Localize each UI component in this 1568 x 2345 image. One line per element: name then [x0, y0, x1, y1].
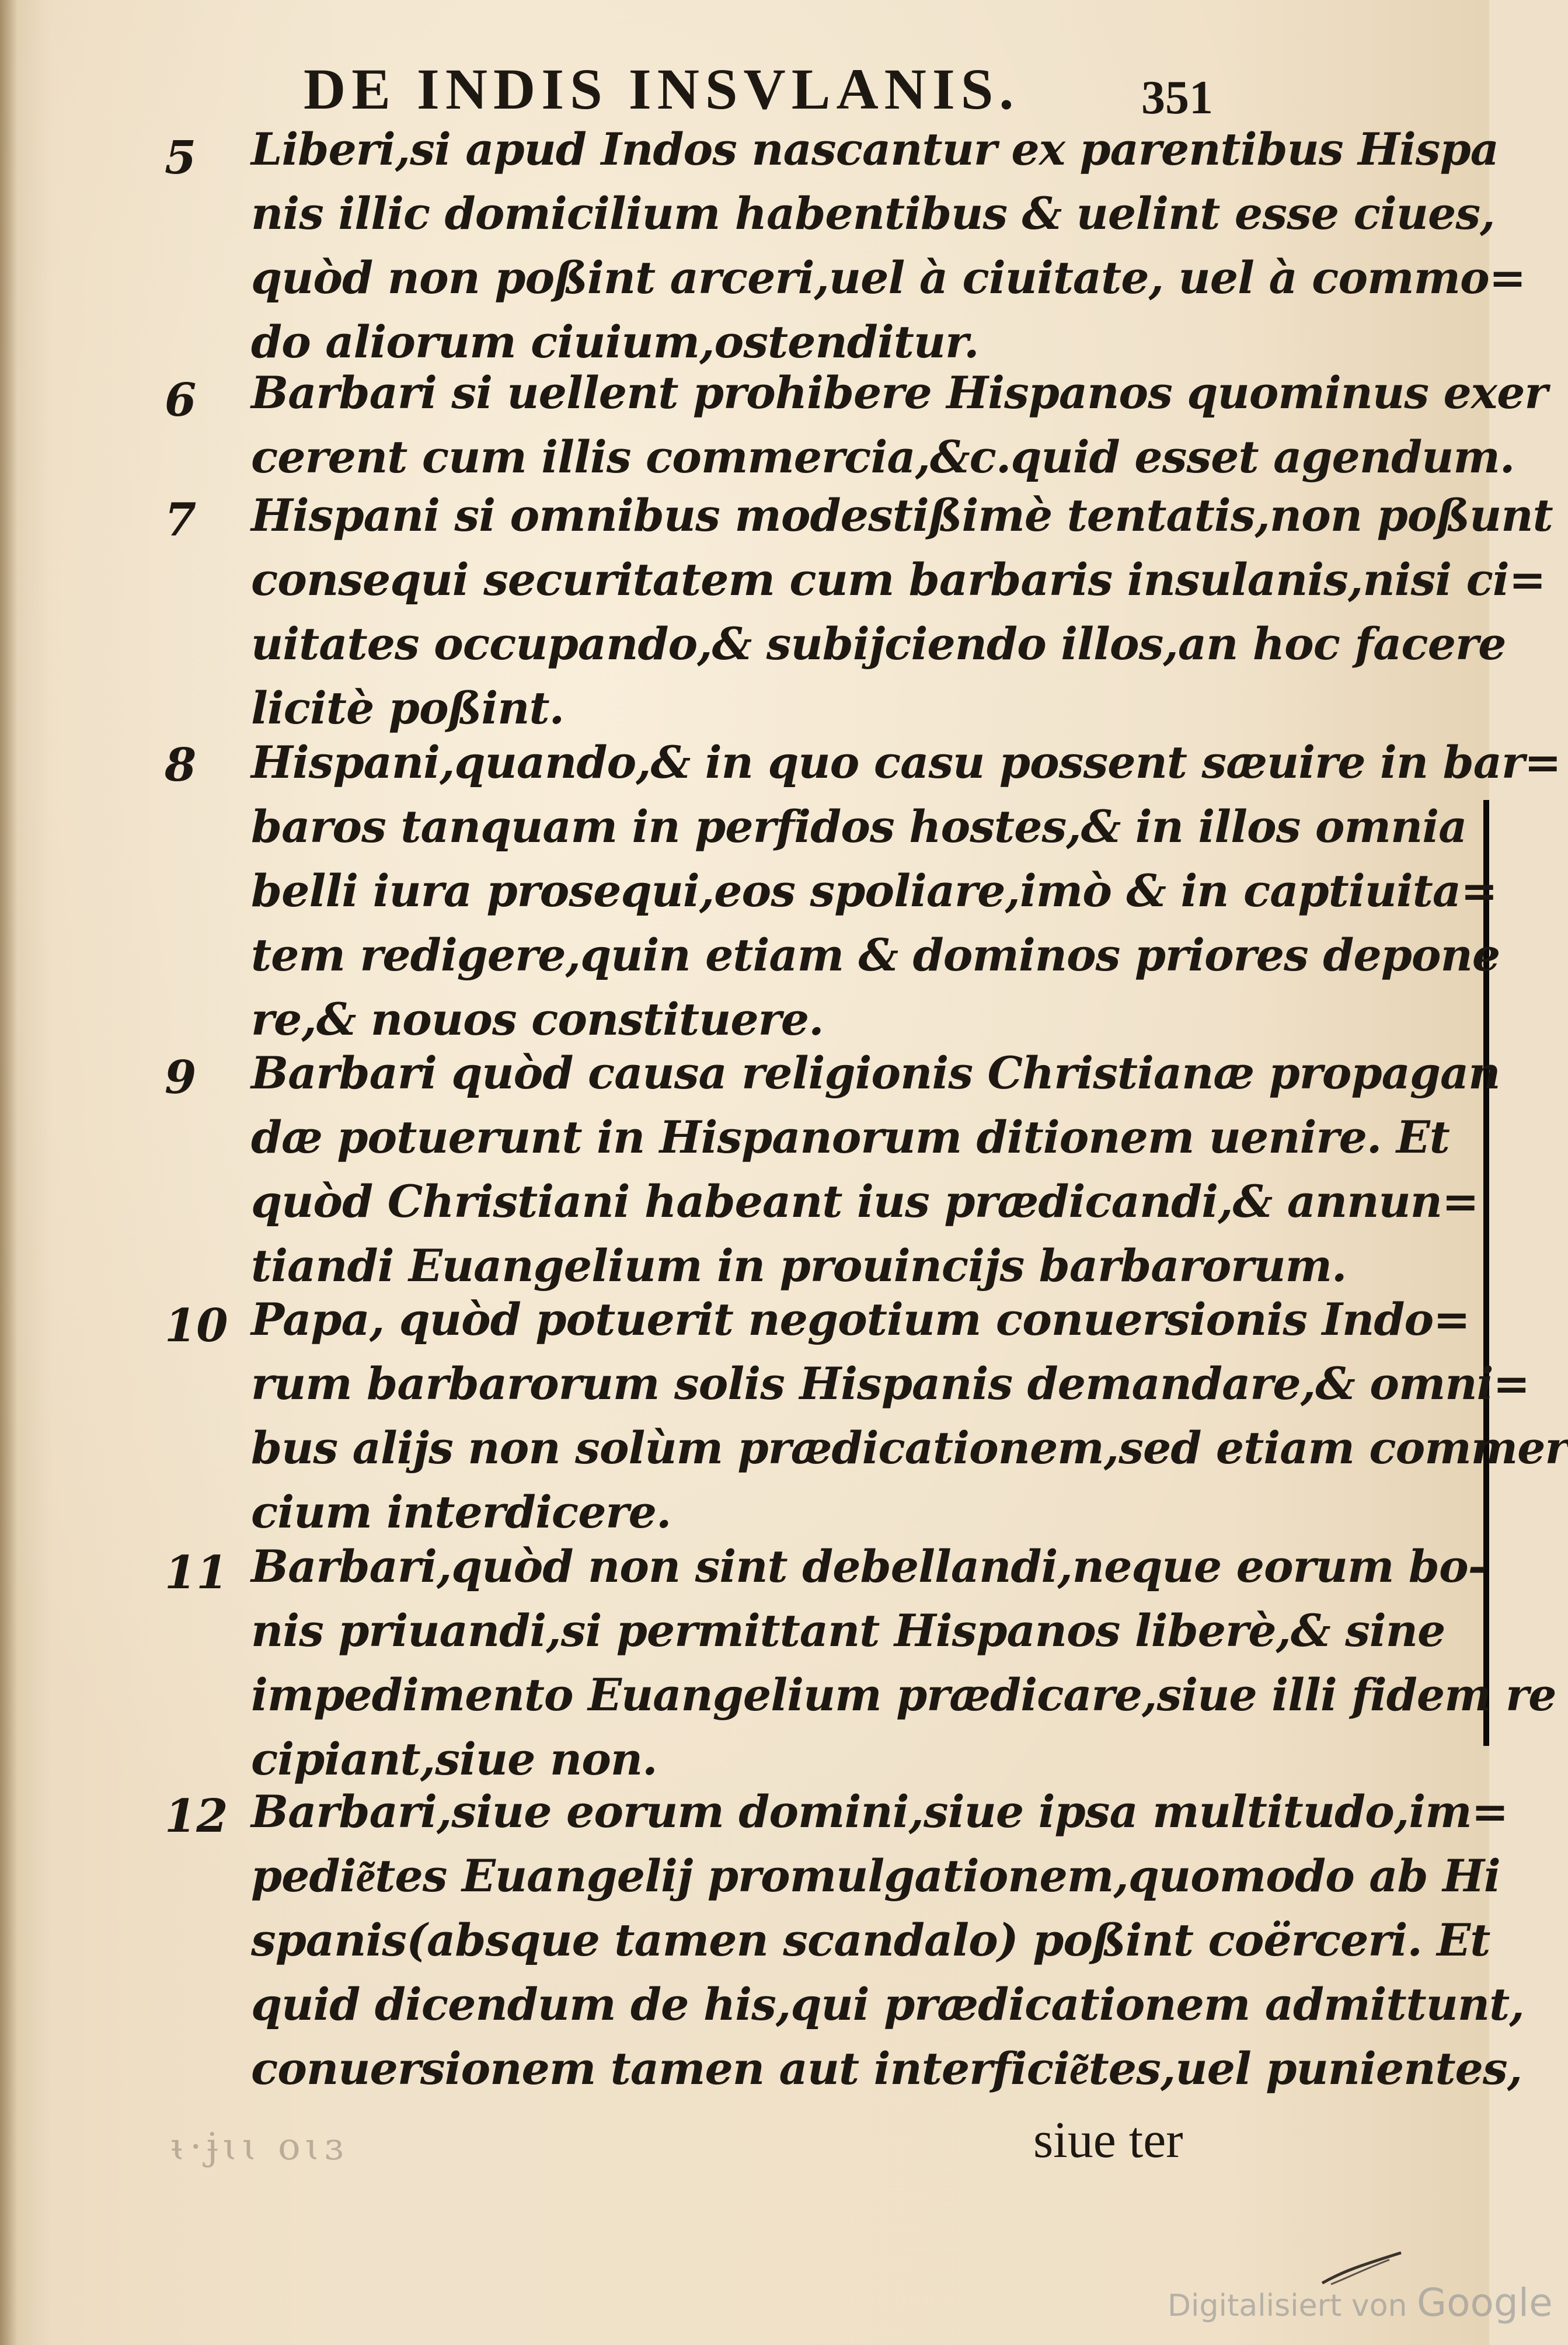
text-line: quòd Christiani habeant ius prædicandi,& annun=	[251, 1175, 1479, 1227]
running-title: DE INDIS INSVLANIS.	[304, 57, 1020, 121]
text-line: rum barbarorum solis Hispanis demandare,& omni=	[251, 1358, 1530, 1410]
item-number: 8	[165, 739, 197, 792]
text-line: cerent cum illis commercia,&c.quid esset agendum.	[251, 431, 1515, 483]
text-line: tiandi Euangelium in prouincijs barbarorum.	[251, 1240, 1347, 1292]
text-line: impedimento Euangelium prædicare,siue illi fidem re	[251, 1669, 1556, 1721]
text-line: bus alijs non solùm prædicationem,sed etiam commer	[251, 1422, 1568, 1474]
text-line: Liberi,si apud Indos nascantur ex parentibus Hispa	[251, 123, 1499, 175]
text-line: cium interdicere.	[251, 1486, 671, 1538]
text-line: re,& nouos constituere.	[251, 993, 824, 1045]
text-line: Hispani,quando,& in quo casu possent sæuire in bar=	[251, 736, 1561, 788]
item-number: 11	[165, 1546, 228, 1599]
text-line: Barbari quòd causa religionis Christianæ propagan	[251, 1047, 1500, 1099]
text-line: Papa, quòd potuerit negotium conuersionis Indo=	[251, 1293, 1470, 1345]
text-line: Barbari,siue eorum domini,siue ipsa multitudo,im=	[251, 1786, 1508, 1838]
text-line: Barbari si uellent prohibere Hispanos quominus exer	[251, 367, 1548, 419]
text-line: uitates occupando,& subijciendo illos,an hoc facere	[251, 618, 1506, 670]
faded-stamp: ᵼ·ɉɩɩ oɩɜ	[170, 2125, 349, 2169]
digitization-watermark	[1168, 2280, 1553, 2325]
item-number: 5	[165, 131, 197, 185]
item-number: 12	[165, 1790, 228, 1843]
text-line: cipiant,siue non.	[251, 1733, 657, 1785]
text-line: belli iura prosequi,eos spoliare,imò & in captiuita=	[251, 865, 1497, 917]
text-line: baros tanquam in perfidos hostes,& in illos omnia	[251, 801, 1467, 853]
item-number: 6	[165, 374, 197, 427]
item-number: 9	[165, 1051, 197, 1104]
google-logo: Google	[1417, 2280, 1553, 2325]
text-line: licitè poßint.	[251, 682, 565, 734]
watermark-prefix: Digitalisiert von	[1168, 2288, 1407, 2323]
text-line: conuersionem tamen aut interficie͂tes,uel punientes,	[251, 2043, 1522, 2095]
text-line: nis illic domicilium habentibus & uelint esse ciues,	[251, 187, 1495, 239]
item-number: 7	[165, 493, 197, 547]
text-line: dæ potuerunt in Hispanorum ditionem uenire. Et	[251, 1111, 1449, 1163]
text-line: consequi securitatem cum barbaris insulanis,nisi ci=	[251, 554, 1546, 606]
item-number: 10	[165, 1299, 228, 1352]
text-line: quid dicendum de his,qui prædicationem admittunt,	[251, 1978, 1524, 2030]
text-line: quòd non poßint arceri,uel à ciuitate, uel à commo=	[251, 252, 1526, 304]
text-line: pedie͂tes Euangelij promulgationem,quomodo ab Hi	[251, 1850, 1500, 1902]
text-line: Barbari,quòd non sint debellandi,neque eorum bo-	[251, 1540, 1486, 1592]
binding-shadow	[0, 0, 18, 2345]
text-line: tem redigere,quin etiam & dominos priores depone	[251, 929, 1500, 981]
text-line: Hispani si omnibus modestißimè tentatis,non poßunt	[251, 489, 1553, 541]
text-line: nis priuandi,si permittant Hispanos liberè,& sine	[251, 1605, 1445, 1657]
text-line: do aliorum ciuium,ostenditur.	[251, 316, 979, 368]
page-number: 351	[1141, 71, 1213, 124]
catchword: siue ter	[1033, 2112, 1183, 2169]
text-line: spanis(absque tamen scandalo) poßint coërceri. Et	[251, 1914, 1490, 1966]
